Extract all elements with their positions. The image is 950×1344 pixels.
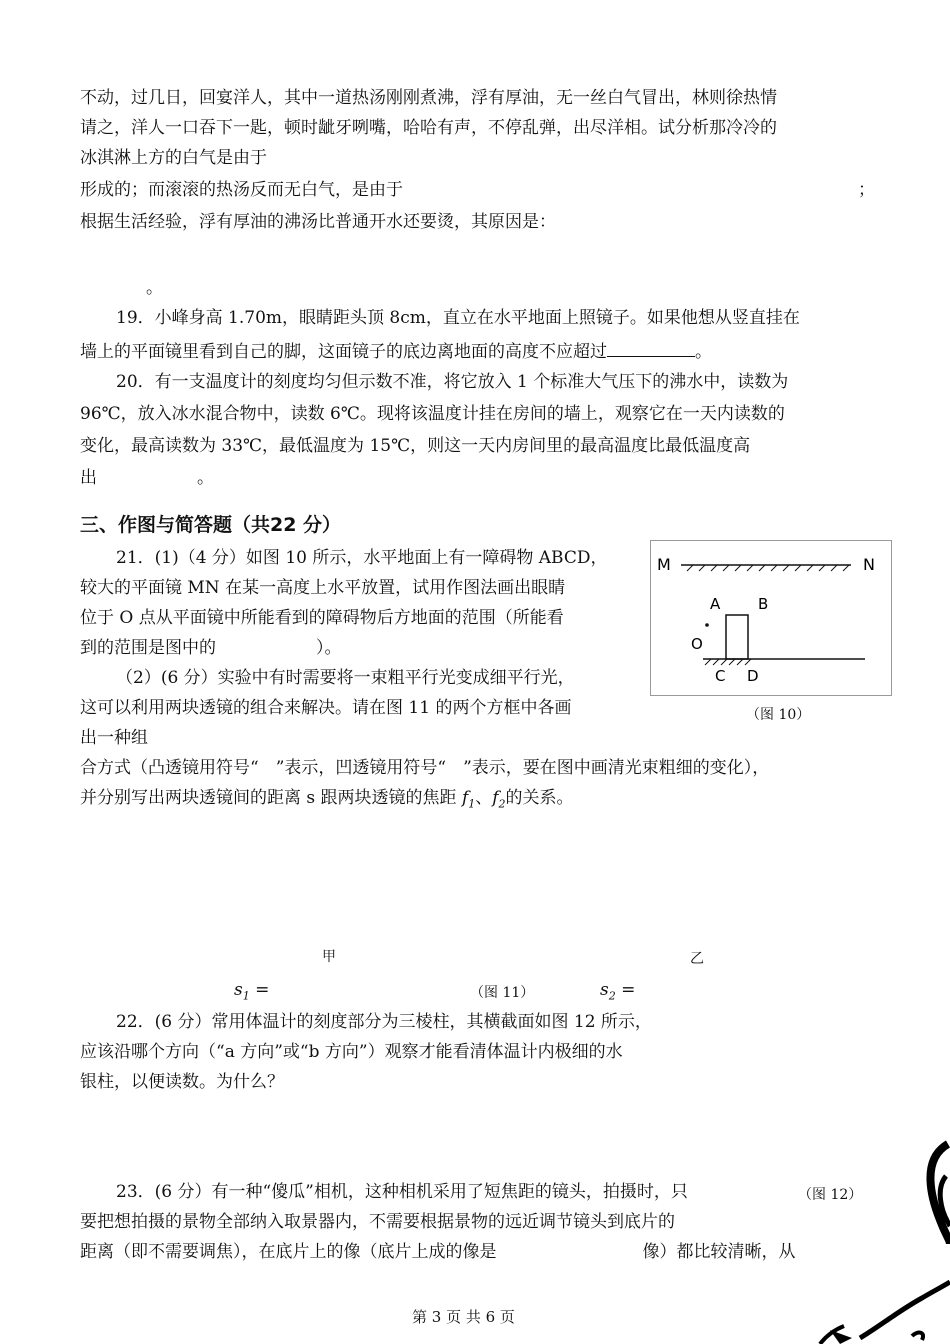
text-line: 冰淇淋上方的白气是由于	[80, 148, 267, 168]
problem-19-line	[80, 340, 712, 362]
separator: 、	[475, 788, 493, 808]
label-D: D	[747, 667, 759, 685]
label-O: O	[691, 635, 703, 653]
direction-arrow-b	[860, 1282, 950, 1338]
figure-11-label-jia: 甲	[322, 949, 336, 965]
ground-hatching	[705, 659, 751, 665]
problem-21-line: （2）(6 分）实验中有时需要将一束粗平行光变成细平行光，	[116, 668, 575, 688]
text-segment: 像）都比较清晰，从	[642, 1242, 796, 1262]
label-N: N	[863, 555, 875, 574]
problem-23-line	[80, 1242, 796, 1262]
page-number: 第 3 页 共 6 页	[412, 1308, 515, 1326]
label-A: A	[710, 595, 721, 613]
focal-length-f1: $f_1$	[461, 788, 476, 811]
text-segment: 距离（即不需要调焦），在底片上的像（底片上成的像是	[80, 1242, 497, 1262]
problem-20-line	[80, 468, 214, 488]
problem-19-line: 19．小峰身高 1.70m，眼睛距头顶 8cm，直立在水平地面上照镜子。如果他想从竖直挂在	[116, 308, 800, 328]
label-M: M	[657, 555, 671, 574]
text-segment: 墙上的平面镜里看到自己的脚，这面镜子的底边离地面的高度不应超过	[80, 342, 607, 362]
arrow-head	[830, 1330, 852, 1344]
figure-10-caption: （图 10）	[746, 707, 811, 723]
figure-10	[650, 540, 892, 696]
problem-23-line: 23．(6 分）有一种“傻瓜”相机，这种相机采用了短焦距的镜头，拍摄时，只	[116, 1182, 688, 1202]
s1-formula: $s_1$ =	[234, 980, 270, 1003]
text-line: 根据生活经验，浮有厚油的沸汤比普通开水还要烫，其原因是：	[80, 212, 556, 232]
problem-21-line	[80, 788, 574, 814]
problem-21-line	[80, 638, 342, 658]
problem-21-line: 21．(1)（4 分）如图 10 所示，水平地面上有一障碍物 ABCD，	[116, 548, 608, 568]
problem-22-line: 22．(6 分）常用体温计的刻度部分为三棱柱，其横截面如图 12 所示，	[116, 1012, 652, 1032]
figure-10-drawing	[651, 541, 891, 695]
figure-11-label-yi: 乙	[690, 951, 704, 967]
text-segment: 。	[695, 342, 712, 362]
figure-12-caption: （图 12）	[798, 1187, 863, 1203]
text-line: 。	[146, 278, 163, 298]
text-line: 请之，洋人一口吞下一匙，顿时龇牙咧嘴，哈哈有声，不停乱弹，出尽洋相。试分析那冷冷的	[80, 118, 777, 138]
problem-23-line: 要把想拍摄的景物全部纳入取景器内，不需要根据景物的远近调节镜头到底片的	[80, 1212, 675, 1232]
answer-blank[interactable]	[607, 340, 695, 357]
problem-20-line: 变化，最高读数为 33℃，最低温度为 15℃，则这一天内房间里的最高温度比最低温度高	[80, 436, 751, 456]
label-a-mark	[912, 1333, 923, 1340]
eye-point-O	[705, 623, 709, 627]
text-segment: 。	[197, 468, 214, 488]
text-line: 形成的；而滚滚的热汤反而无白气，是由于	[80, 180, 403, 200]
problem-21-line: 这可以利用两块透镜的组合来解决。请在图 11 的两个方框中各画	[80, 698, 572, 718]
label-B: B	[758, 595, 769, 613]
text-segment: 并分别写出两块透镜间的距离 s 跟两块透镜的焦距	[80, 788, 457, 808]
problem-22-line: 应该沿哪个方向（“a 方向”或“b 方向”）观察才能看清体温计内极细的水	[80, 1042, 623, 1062]
obstacle-ABCD	[726, 615, 748, 659]
problem-21-line: 出一种组	[80, 728, 148, 748]
text-segment: 出	[80, 468, 97, 488]
section-title: 三、作图与简答题（共22 分）	[80, 514, 342, 536]
problem-20-line: 96℃，放入冰水混合物中，读数 6℃。现将该温度计挂在房间的墙上，观察它在一天内读数的	[80, 404, 785, 424]
problem-21-line: 合方式（凸透镜用符号“ ”表示，凹透镜用符号“ ”表示，要在图中画清光束粗细的变化），	[80, 758, 770, 778]
problem-22-line: 银柱，以便读数。为什么？	[80, 1072, 284, 1092]
figure-12-drawing	[800, 1140, 950, 1344]
text-segment: 到的范围是图中的	[80, 638, 216, 658]
label-C: C	[715, 667, 726, 685]
focal-length-f2: $f_2$	[492, 788, 506, 811]
s2-formula: $s_2$ =	[600, 980, 636, 1003]
figure-11-caption: （图 11）	[470, 985, 535, 1001]
mirror-hatching	[687, 565, 849, 571]
problem-21-line: 位于 O 点从平面镜中所能看到的障碍物后方地面的范围（所能看	[80, 608, 564, 628]
problem-21-line: 较大的平面镜 MN 在某一高度上水平放置，试用作图法画出眼睛	[80, 578, 566, 598]
problem-20-line: 20．有一支温度计的刻度均匀但示数不准，将它放入 1 个标准大气压下的沸水中，读数为	[116, 372, 789, 392]
text-segment: ）。	[316, 638, 342, 658]
text-segment: 的关系。	[505, 788, 574, 808]
text-line: 不动，过几日，回宴洋人，其中一道热汤刚刚煮沸，浮有厚油，无一丝白气冒出，林则徐热情	[80, 88, 777, 108]
text-line: ；	[858, 180, 875, 200]
